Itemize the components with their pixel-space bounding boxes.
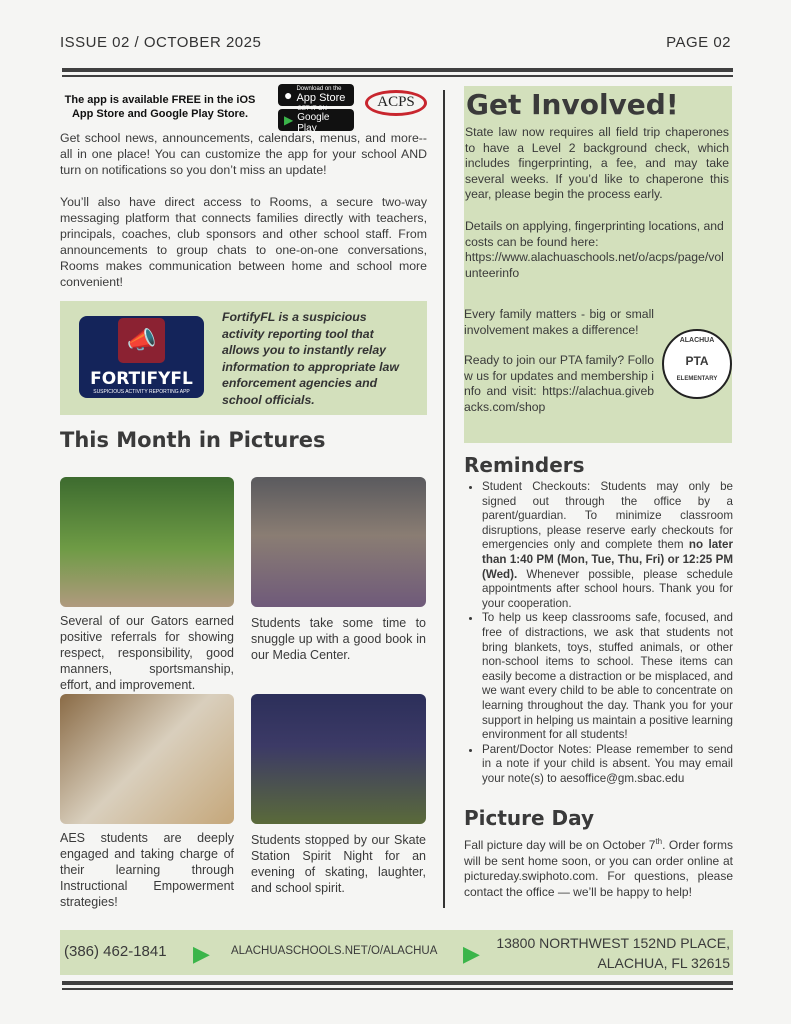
- acps-logo: ACPS: [365, 90, 427, 116]
- footer-bar: [60, 930, 733, 975]
- website-link[interactable]: ALACHUASCHOOLS.NET/O/ALACHUA: [231, 945, 438, 957]
- fortify-logo-subtitle: SUSPICIOUS ACTIVITY REPORTING APP: [93, 389, 190, 395]
- photo-classroom: [60, 694, 234, 824]
- reminder-text: Student Checkouts: Students may only be signed out through the office by a parent/guardian. To minimize classroom disruptions, please reserve early checkouts for emergencies only and complete them: [482, 480, 733, 552]
- megaphone-icon: 📣: [118, 318, 165, 363]
- google-play-badge[interactable]: [278, 106, 354, 134]
- app-headline: The app is available FREE in the iOS App Store and Google Play Store.: [64, 94, 256, 120]
- involved-details: Details on applying, fingerprinting locations, and costs can be found here:: [465, 219, 724, 249]
- badge-text: App Store: [296, 92, 346, 104]
- page-number: PAGE 02: [666, 34, 731, 51]
- pta-logo: [662, 329, 732, 399]
- pta-paragraph: Every family matters - big or small involvement makes a difference!: [464, 307, 654, 337]
- reminders-title: Reminders: [464, 453, 585, 477]
- app-store-badge[interactable]: [278, 84, 354, 106]
- reminders-list: [464, 480, 733, 786]
- photo-caption: Students take some time to snuggle up with a good book in our Media Center.: [251, 616, 426, 662]
- fortify-box: [60, 301, 427, 415]
- address: [496, 933, 730, 973]
- photo-caption: Several of our Gators earned positive referrals for showing respect, responsibility, good manners, sportsmanship, effort, and improvement.: [60, 614, 234, 692]
- fortify-text: FortifyFL is a suspicious activity reporting tool that allows you to instantly relay information to appropriate law enforcement agencies and school officials.: [222, 310, 399, 407]
- picture-day-post: . Order forms will be sent home soon, or you can order online at pictureday.swiphoto.com. For questions, please contact the office — we’ll be happy to help!: [464, 838, 733, 899]
- rooms-paragraph: You’ll also have direct access to Rooms, a secure two-way messaging platform that connects families directly with teachers, principals, coaches, club sponsors and other school staff. From announcements to group chats to one-on-one conversations, Rooms makes communication between home and school more convenient!: [60, 195, 427, 289]
- reminder-item: [482, 743, 733, 787]
- get-involved-title: Get Involved!: [466, 88, 679, 121]
- badge-small-text: Download on the: [296, 86, 342, 92]
- gator-footprint-icon: ◀: [193, 941, 210, 966]
- photo-caption: Students stopped by our Skate Station Spirit Night for an evening of skating, laughter, and school spirit.: [251, 833, 426, 895]
- divider: [62, 988, 733, 990]
- involved-paragraph: State law now requires all field trip chaperones to have a Level 2 background check, which includes fingerprinting, a fee, and may take several weeks. If you’d like to chaperone this year, please begin the process early.: [465, 125, 729, 202]
- badge-text: Google Play: [297, 112, 330, 134]
- photo-caption: AES students are deeply engaged and taking charge of their learning through Instructional Empowerment strategies!: [60, 831, 234, 909]
- volunteer-info-link[interactable]: https://www.alachuaschools.net/o/acps/page/volunteerinfo: [465, 250, 724, 280]
- phone-number: (386) 462-1841: [64, 943, 167, 960]
- picture-day-pre: Fall picture day will be on October 7: [464, 838, 656, 852]
- picture-day-title: Picture Day: [464, 806, 595, 830]
- pictures-title: This Month in Pictures: [60, 428, 326, 452]
- gator-footprint-icon: ◀: [463, 941, 480, 966]
- address-line-1: 13800 NORTHWEST 152ND PLACE,: [496, 935, 730, 951]
- apple-icon: ●: [284, 87, 293, 103]
- issue-label: ISSUE 02 / OCTOBER 2025: [60, 34, 262, 51]
- pta-logo-mid: PTA: [685, 354, 709, 368]
- pta-logo-top: ALACHUA: [679, 337, 715, 344]
- picture-day-sup: th: [655, 837, 663, 846]
- fortify-logo: [79, 316, 204, 398]
- badge-small-text: GET IT ON: [297, 106, 328, 112]
- reminder-item: [482, 480, 733, 611]
- get-involved-box: [464, 86, 732, 443]
- photo-skate-night: [251, 694, 426, 824]
- address-line-2: ALACHUA, FL 32615: [597, 955, 730, 971]
- reminder-text: To help us keep classrooms safe, focused, and free of distractions, we ask that students not bring blankets, toys, stuffed animals, or other non-school items to school. These items can easily become a distraction or be misplaced, and we want every child to be able to concentrate on learning throughout the day. Thank you for your support in helping us maintain a positive learning environment for all students!: [482, 611, 733, 742]
- divider: [62, 75, 733, 77]
- reminder-bold-text: no later than 1:40 PM (Mon, Tue, Thu, Fri) or 12:25 PM (Wed).: [482, 538, 733, 581]
- pta-join-paragraph: Ready to join our PTA family? Follow us for updates and membership info and visit: https://alachua.givebacks.com/shop: [464, 353, 654, 414]
- fortify-logo-title: FORTIFYFL: [90, 369, 193, 389]
- column-divider: [443, 90, 445, 908]
- divider: [62, 68, 733, 72]
- pta-logo-bottom: ELEMENTARY: [676, 376, 718, 382]
- divider: [62, 981, 733, 985]
- picture-day-text: [464, 834, 733, 900]
- photo-gators-referrals: [60, 477, 234, 607]
- reminder-item: [482, 611, 733, 742]
- reminder-text: Parent/Doctor Notes: Please remember to send in a note if your child is absent. You may email your note(s) to aesoffice@gm.sbac.edu: [482, 742, 733, 785]
- play-icon: ▶: [284, 113, 294, 127]
- photo-media-center: [251, 477, 426, 607]
- app-paragraph: Get school news, announcements, calendars, menus, and more--all in one place! You can customize the app for your school AND turn on notifications so you don’t miss an update!: [60, 131, 427, 177]
- reminder-text: Whenever possible, please schedule appointments after school hours. Thank you for your cooperation.: [482, 567, 733, 610]
